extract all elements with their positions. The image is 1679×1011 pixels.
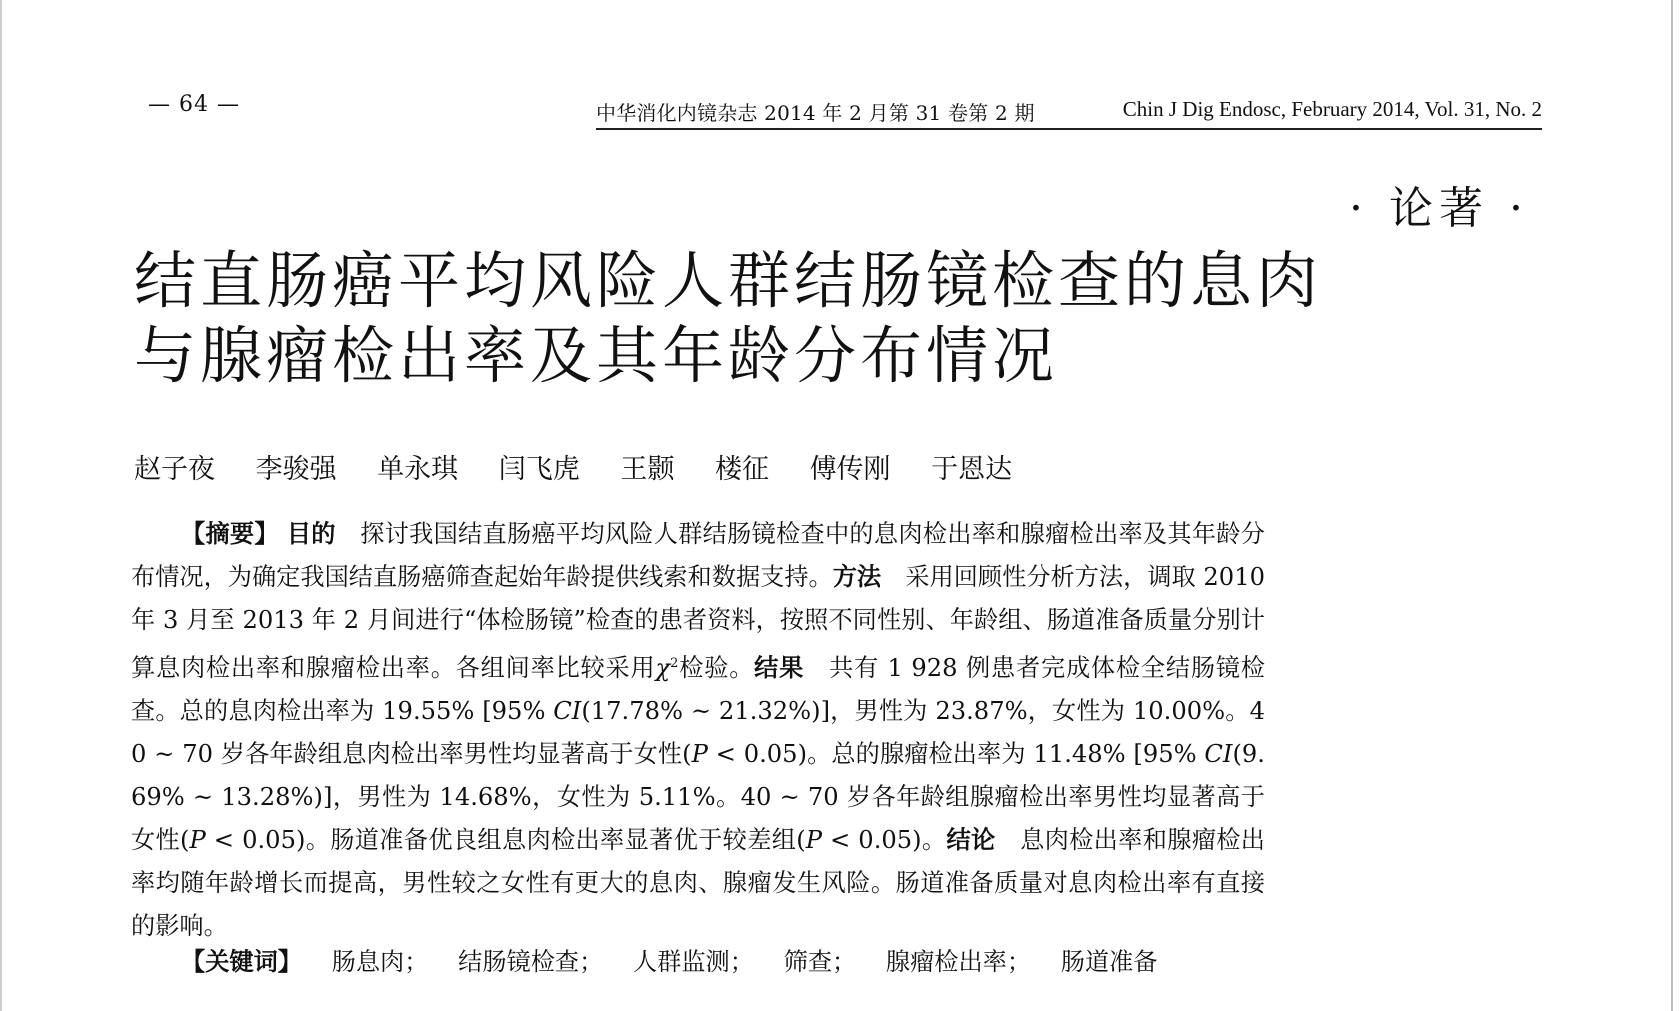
abstract-label: 【摘要】 <box>181 520 279 548</box>
keywords <box>181 942 1180 977</box>
author: 赵子夜 <box>134 454 215 485</box>
title-line-1: 结直肠癌平均风险人群结肠镜检查的息肉 <box>134 244 1323 317</box>
keyword: 人群监测； <box>632 948 754 976</box>
keywords-label: 【关键词】 <box>181 948 302 976</box>
chi-superscript: 2 <box>670 656 679 671</box>
chi-symbol: χ <box>655 654 671 683</box>
ci-symbol: CI <box>1204 740 1233 769</box>
section-tag: · 论著 · <box>1349 183 1529 234</box>
results-text: < 0.05)。总的腺瘤检出率为 11.48% [95% <box>707 740 1205 769</box>
results-text: < 0.05)。肠道准备优良组息肉检出率显著优于较差组( <box>205 826 806 855</box>
objective-label: 目的 <box>286 520 336 548</box>
author: 楼征 <box>714 454 769 485</box>
results-label: 结果 <box>754 654 805 683</box>
results-text: (9.69% ~ 13.28%)]，男性为 14.68%，女性为 5.11%。40 ~ 70 岁各年龄组腺瘤检出率男性均显著高于女性( <box>131 740 1265 855</box>
author: 傅传刚 <box>809 454 891 485</box>
keyword: 筛查； <box>783 948 857 976</box>
author: 单永琪 <box>377 454 459 485</box>
author: 闫飞虎 <box>498 454 580 485</box>
running-header <box>596 97 1542 130</box>
p-symbol: P <box>805 826 822 855</box>
conclusion-text: 息肉检出率和腺瘤检出率均随年龄增长而提高，男性较之女性有更大的息肉、腺瘤发生风险。肠道准备质量对息肉检出率有直接的影响。 <box>131 826 1265 941</box>
author: 王颢 <box>620 454 675 485</box>
keyword: 肠道准备 <box>1060 948 1158 976</box>
ci-symbol: CI <box>553 697 582 726</box>
results-text: < 0.05)。 <box>821 826 947 855</box>
journal-title-cn: 中华消化内镜杂志 2014 年 2 月第 31 卷第 2 期 <box>596 101 1035 125</box>
p-symbol: P <box>691 740 708 769</box>
methods-label: 方法 <box>832 563 882 591</box>
keyword: 结肠镜检查； <box>458 948 604 976</box>
keyword: 肠息肉； <box>331 948 429 976</box>
abstract <box>131 513 1265 948</box>
objective-text: 探讨我国结直肠癌平均风险人群结肠镜检查中的息肉检出率和腺瘤检出率及其年龄分布情况，为确定我国结直肠癌筛查起始年龄提供线索和数据支持。 <box>131 520 1265 591</box>
methods-text-end: 检验。 <box>678 654 755 683</box>
keyword: 腺瘤检出率； <box>885 948 1032 976</box>
results-text: (17.78% ~ 21.32%)]，男性为 23.87%，女性为 10.00%。40 ~ 70 岁各年龄组息肉检出率男性均显著高于女性( <box>131 697 1265 769</box>
journal-title-en: Chin J Dig Endosc, February 2014, Vol. 31, No. 2 <box>1122 97 1542 121</box>
p-symbol: P <box>189 826 206 855</box>
author: 于恩达 <box>931 454 1013 485</box>
author: 李骏强 <box>255 454 337 485</box>
conclusion-label: 结论 <box>946 826 996 855</box>
results-text: 共有 1 928 例患者完成体检全结肠镜检查。总的息肉检出率为 19.55% [95% <box>131 654 1265 726</box>
page-left-edge <box>0 0 2 1011</box>
author-list <box>134 447 1044 486</box>
article-title <box>134 243 1334 393</box>
methods-text: 采用回顾性分析方法，调取 2010 年 3 月至 2013 年 2 月间进行“体检肠镜”检查的患者资料，按照不同性别、年龄组、肠道准备质量分别计算息肉检出率和腺瘤检出率。各组间率比较采用 <box>131 563 1265 683</box>
page-right-edge <box>1671 0 1673 1011</box>
title-line-2: 与腺瘤检出率及其年龄分布情况 <box>134 319 1059 392</box>
page-number: — 64 — <box>148 92 240 117</box>
